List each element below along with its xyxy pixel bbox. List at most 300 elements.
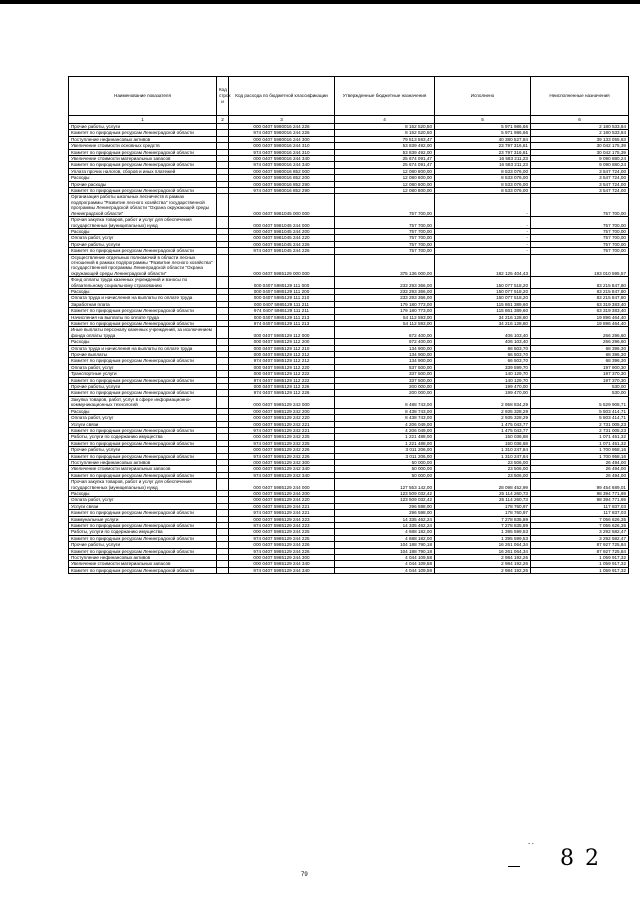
row-executed-cell: - [435, 194, 531, 217]
row-approved-cell: 25 674 091,47 [335, 162, 435, 168]
row-unexecuted-cell: 98 394 771,69 [531, 490, 629, 496]
table-row [69, 217, 629, 229]
row-executed-cell: 5 971 986,66 [435, 130, 531, 136]
row-budget-code-cell: 000 0407 5985129 244 221 [229, 503, 335, 509]
row-executed-cell: 16 583 211,23 [435, 162, 531, 168]
column-number: 5 [435, 116, 531, 124]
row-approved-cell: 4 206 049,00 [335, 427, 435, 433]
margin-dash [508, 866, 520, 867]
row-executed-cell: 182 125 404,43 [435, 254, 531, 277]
row-approved-cell: 1 221 488,00 [335, 440, 435, 446]
row-budget-code-cell: 000 0407 5985129 242 220 [229, 415, 335, 421]
row-name-cell: Прочие работы, услуги [69, 384, 217, 390]
row-unexecuted-cell: 39 133 055,63 [531, 136, 629, 142]
row-name-cell: Оплата работ, услуг [69, 364, 217, 370]
row-executed-cell: 150 036,68 [435, 434, 531, 440]
row-name-cell: Прочие работы, услуги [69, 241, 217, 247]
row-executed-cell: 1 310 247,84 [435, 453, 531, 459]
table-body [69, 124, 629, 574]
row-executed-cell: 7 278 835,89 [435, 516, 531, 522]
row-name-cell: Оплата работ, услуг [69, 497, 217, 503]
row-budget-code-cell: 000 0407 5980016 244 340 [229, 156, 335, 162]
row-unexecuted-cell: 7 056 626,35 [531, 516, 629, 522]
row-name-cell: Прочие работы, услуги [69, 447, 217, 453]
row-approved-cell: 337 500,00 [335, 377, 435, 383]
row-executed-cell: 406 103,40 [435, 339, 531, 345]
row-unexecuted-cell: 3 547 724,00 [531, 188, 629, 194]
row-unexecuted-cell: 757 700,00 [531, 241, 629, 247]
row-executed-cell: 5 971 986,66 [435, 124, 531, 130]
budget-execution-table [68, 76, 629, 574]
row-executed-cell: 150 077 518,20 [435, 277, 531, 289]
table-row [69, 277, 629, 289]
row-budget-code-cell: 000 0407 5985129 242 221 [229, 421, 335, 427]
row-name-cell: Уплата прочих налогов, сборов и иных платежей [69, 168, 217, 174]
row-name-cell: Увеличение стоимости материальных запасов [69, 561, 217, 567]
row-executed-cell: 40 380 527,84 [435, 136, 531, 142]
row-executed-cell: - [435, 217, 531, 229]
row-unexecuted-cell: 26 494,00 [531, 459, 629, 465]
row-unexecuted-cell: 3 292 582,47 [531, 529, 629, 535]
column-number: 6 [531, 116, 629, 124]
row-unexecuted-cell: 63 319 383,40 [531, 301, 629, 307]
row-budget-code-cell: 974 0407 5985129 244 223 [229, 523, 335, 529]
row-approved-cell: 50 000,00 [335, 459, 435, 465]
row-budget-code-cell: 000 0407 5985129 111 213 [229, 314, 335, 320]
header-approved: Утвержденные бюджетные назначения [335, 77, 435, 116]
row-approved-cell: 757 700,00 [335, 235, 435, 241]
row-name-cell: Комитет по природным ресурсам Ленинградской области [69, 321, 217, 327]
row-name-cell: Комитет по природным ресурсам Ленинградской области [69, 188, 217, 194]
row-executed-cell: 25 114 260,73 [435, 490, 531, 496]
row-budget-code-cell: 000 0407 5985129 244 223 [229, 516, 335, 522]
row-unexecuted-cell: 9 090 880,24 [531, 162, 629, 168]
row-executed-cell: 2 984 192,26 [435, 555, 531, 561]
row-executed-cell: 8 533 076,00 [435, 168, 531, 174]
row-approved-cell: 296 598,00 [335, 510, 435, 516]
row-executed-cell: 339 599,70 [435, 364, 531, 370]
row-approved-cell: 337 500,00 [335, 371, 435, 377]
row-budget-code-cell: 974 0407 5980016 244 226 [229, 130, 335, 136]
row-name-cell: Комитет по природным ресурсам Ленинградской области [69, 427, 217, 433]
row-approved-cell: 25 674 091,47 [335, 156, 435, 162]
row-budget-code-cell: 000 0407 5980016 244 300 [229, 136, 335, 142]
row-unexecuted-cell: 530,00 [531, 384, 629, 390]
row-name-cell: Транспортные услуги [69, 371, 217, 377]
row-approved-cell: 4 044 109,58 [335, 561, 435, 567]
row-executed-cell: 199 470,00 [435, 390, 531, 396]
row-approved-cell: 179 180 773,00 [335, 301, 435, 307]
column-number: 2 [217, 116, 229, 124]
row-approved-cell: 179 180 773,00 [335, 308, 435, 314]
row-unexecuted-cell: 3 547 724,00 [531, 175, 629, 181]
row-unexecuted-cell: 757 700,00 [531, 248, 629, 254]
row-unexecuted-cell: 1 071 451,32 [531, 440, 629, 446]
row-name-cell: Организация работы школьных лесничеств в рамках подпрограммы "Развитие лесного хозяйства" государственной программы Ленинградской области "Охрана окружающей среды Ленинградской области" [69, 194, 217, 217]
row-approved-cell: 672 400,00 [335, 327, 435, 339]
row-unexecuted-cell: 757 700,00 [531, 235, 629, 241]
row-executed-cell: 1 475 043,77 [435, 427, 531, 433]
row-approved-cell: 672 400,00 [335, 339, 435, 345]
row-name-cell: Комитет по природным ресурсам Ленинградской области [69, 523, 217, 529]
row-name-cell: Работы, услуги по содержанию имущества [69, 529, 217, 535]
row-unexecuted-cell: 193 010 595,57 [531, 254, 629, 277]
row-unexecuted-cell: 68 396,30 [531, 345, 629, 351]
row-name-cell: Прочая закупка товаров, работ и услуг для обеспечения государственных (муниципальных) нужд [69, 479, 217, 491]
row-approved-cell: 123 509 032,42 [335, 497, 435, 503]
row-approved-cell: 537 500,00 [335, 364, 435, 370]
row-unexecuted-cell: 266 296,60 [531, 327, 629, 339]
row-approved-cell: 757 700,00 [335, 241, 435, 247]
row-unexecuted-cell: 68 396,30 [531, 358, 629, 364]
row-budget-code-cell: 000 0407 5985129 244 200 [229, 490, 335, 496]
row-budget-code-cell: 974 0407 5985129 111 213 [229, 321, 335, 327]
row-unexecuted-cell: 197 900,30 [531, 364, 629, 370]
row-budget-code-cell: 974 0407 5980016 244 310 [229, 149, 335, 155]
row-budget-code-cell: 000 0407 5980016 244 310 [229, 143, 335, 149]
row-name-cell: Расходы [69, 175, 217, 181]
row-budget-code-cell: 974 0407 5985129 112 212 [229, 358, 335, 364]
row-unexecuted-cell: 2 731 005,23 [531, 427, 629, 433]
row-name-cell: Оплата труда и начисления на выплаты по оплате труда [69, 295, 217, 301]
row-executed-cell: 1 310 247,84 [435, 447, 531, 453]
row-name-cell: Комитет по природным ресурсам Ленинградской области [69, 358, 217, 364]
row-name-cell: Прочие выплаты [69, 352, 217, 358]
row-executed-cell: 1 475 043,77 [435, 421, 531, 427]
row-approved-cell: 8 152 520,50 [335, 124, 435, 130]
row-name-cell: Оплата работ, услуг [69, 415, 217, 421]
row-approved-cell: 104 188 790,18 [335, 548, 435, 554]
row-name-cell: Работы, услуги по содержанию имущества [69, 434, 217, 440]
row-name-cell: Комитет по природным ресурсам Ленинградской области [69, 548, 217, 554]
row-budget-code-cell: 000 0407 5985129 244 226 [229, 542, 335, 548]
row-approved-cell: 233 293 366,00 [335, 288, 435, 294]
row-unexecuted-cell: 5 503 414,71 [531, 415, 629, 421]
row-approved-cell: 14 335 462,24 [335, 523, 435, 529]
row-approved-cell: 757 700,00 [335, 228, 435, 234]
row-approved-cell: 757 700,00 [335, 194, 435, 217]
row-budget-code-cell: 974 0407 5985129 244 340 [229, 567, 335, 573]
table-row [69, 194, 629, 217]
row-unexecuted-cell: 99 454 689,01 [531, 479, 629, 491]
row-line-code-cell [217, 277, 229, 289]
row-executed-cell: 150 077 518,20 [435, 295, 531, 301]
row-approved-cell: 4 044 109,58 [335, 567, 435, 573]
row-executed-cell: 115 861 389,60 [435, 308, 531, 314]
row-unexecuted-cell: 197 370,30 [531, 377, 629, 383]
row-unexecuted-cell: 2 731 005,23 [531, 421, 629, 427]
row-approved-cell: 8 152 520,50 [335, 130, 435, 136]
row-budget-code-cell: 974 0407 5980016 852 290 [229, 188, 335, 194]
row-executed-cell: 178 760,97 [435, 510, 531, 516]
row-name-cell: Комитет по природным ресурсам Ленинградской области [69, 440, 217, 446]
row-line-code-cell [217, 327, 229, 339]
row-unexecuted-cell: 19 896 464,40 [531, 321, 629, 327]
row-unexecuted-cell: 197 370,30 [531, 371, 629, 377]
row-approved-cell: 12 080 800,00 [335, 175, 435, 181]
row-approved-cell: 757 700,00 [335, 248, 435, 254]
row-unexecuted-cell: 83 215 847,80 [531, 277, 629, 289]
row-executed-cell: 23 797 316,61 [435, 143, 531, 149]
row-approved-cell: 53 839 492,00 [335, 143, 435, 149]
row-unexecuted-cell: 30 042 175,39 [531, 143, 629, 149]
row-name-cell: Расходы [69, 408, 217, 414]
row-unexecuted-cell: 3 547 724,00 [531, 168, 629, 174]
row-name-cell: Закупка товаров, работ, услуг в сфере информационно-коммуникационных технологий [69, 396, 217, 408]
table-row [69, 396, 629, 408]
row-approved-cell: 50 000,00 [335, 472, 435, 478]
row-approved-cell: 375 136 000,00 [335, 254, 435, 277]
row-budget-code-cell: 000 0407 5981045 244 226 [229, 241, 335, 247]
row-executed-cell: - [435, 248, 531, 254]
row-budget-code-cell: 000 0407 5985129 242 226 [229, 447, 335, 453]
row-executed-cell: 23 506,00 [435, 472, 531, 478]
row-name-cell: Расходы [69, 228, 217, 234]
row-name-cell: Комитет по природным ресурсам Ленинградской области [69, 149, 217, 155]
row-name-cell: Комитет по природным ресурсам Ленинградской области [69, 390, 217, 396]
row-unexecuted-cell: 5 503 414,71 [531, 408, 629, 414]
row-budget-code-cell: 000 0407 5980016 244 226 [229, 124, 335, 130]
row-name-cell: Фонд оплаты труда казенных учреждений и взносы по обязательному социальному страхованию [69, 277, 217, 289]
row-budget-code-cell: 974 0407 5985129 244 226 [229, 548, 335, 554]
row-approved-cell: 127 553 142,00 [335, 479, 435, 491]
row-budget-code-cell: 000 0407 5985129 244 340 [229, 561, 335, 567]
row-budget-code-cell: 974 0407 5985129 244 221 [229, 510, 335, 516]
row-name-cell: Комитет по природным ресурсам Ленинградской области [69, 510, 217, 516]
row-approved-cell: 134 900,00 [335, 352, 435, 358]
row-approved-cell: 233 293 366,00 [335, 277, 435, 289]
row-approved-cell: 12 080 800,00 [335, 181, 435, 187]
row-approved-cell: 12 080 800,00 [335, 188, 435, 194]
row-executed-cell: 150 036,68 [435, 440, 531, 446]
header-unexecuted: Неисполненные назначения [531, 77, 629, 116]
row-executed-cell: 8 533 076,00 [435, 181, 531, 187]
row-executed-cell: 1 395 599,53 [435, 529, 531, 535]
row-approved-cell: 134 900,00 [335, 345, 435, 351]
row-line-code-cell [217, 194, 229, 217]
row-executed-cell: 2 958 834,29 [435, 396, 531, 408]
row-approved-cell: 54 112 593,00 [335, 314, 435, 320]
row-executed-cell: 2 935 328,29 [435, 415, 531, 421]
row-unexecuted-cell: 530,00 [531, 390, 629, 396]
row-budget-code-cell: 974 0407 5985129 111 211 [229, 308, 335, 314]
header-executed: Исполнено [435, 77, 531, 116]
row-budget-code-cell: 000 0407 5985129 112 220 [229, 364, 335, 370]
row-unexecuted-cell: 19 896 464,40 [531, 314, 629, 320]
row-name-cell: Комитет по природным ресурсам Ленинградской области [69, 535, 217, 541]
row-executed-cell: 23 797 316,61 [435, 149, 531, 155]
row-line-code-cell [217, 396, 229, 408]
table-header-row [69, 77, 629, 116]
row-approved-cell: 8 438 743,00 [335, 415, 435, 421]
row-budget-code-cell: 974 0407 5981045 244 226 [229, 248, 335, 254]
column-number: 1 [69, 116, 217, 124]
row-approved-cell: 4 688 182,00 [335, 535, 435, 541]
row-approved-cell: 12 080 800,00 [335, 168, 435, 174]
row-unexecuted-cell: 757 700,00 [531, 194, 629, 217]
row-budget-code-cell: 974 0407 5985129 242 221 [229, 427, 335, 433]
row-executed-cell: 115 861 389,60 [435, 301, 531, 307]
column-number: 4 [335, 116, 435, 124]
row-unexecuted-cell: 68 396,30 [531, 352, 629, 358]
row-executed-cell: 28 098 452,99 [435, 479, 531, 491]
row-name-cell: Расходы [69, 490, 217, 496]
row-name-cell: Поступление нефинансовых активов [69, 459, 217, 465]
page-number: 79 [301, 872, 308, 878]
row-budget-code-cell: 000 0407 5980016 852 000 [229, 168, 335, 174]
row-budget-code-cell: 000 0407 5985129 244 220 [229, 497, 335, 503]
row-unexecuted-cell: 87 927 725,84 [531, 542, 629, 548]
row-budget-code-cell: 000 0407 5985129 244 000 [229, 479, 335, 491]
row-name-cell: Комитет по природным ресурсам Ленинградской области [69, 472, 217, 478]
column-number: 3 [229, 116, 335, 124]
row-name-cell: Осуществление отдельных полномочий в области лесных отношений в рамках подпрограммы "Развитие лесного хозяйства" государственной программы Ленинградской области "Охрана окружающей среды Ленинградской области" [69, 254, 217, 277]
row-name-cell: Услуги связи [69, 421, 217, 427]
row-unexecuted-cell: 26 494,00 [531, 466, 629, 472]
row-name-cell: Комитет по природным ресурсам Ленинградской области [69, 130, 217, 136]
row-line-code-cell [217, 567, 229, 573]
table-row [69, 327, 629, 339]
row-budget-code-cell: 974 0407 5985129 112 226 [229, 390, 335, 396]
row-line-code-cell [217, 254, 229, 277]
row-unexecuted-cell: 83 215 847,80 [531, 288, 629, 294]
margin-mark: - - [528, 841, 534, 847]
row-budget-code-cell: 000 0407 5981045 244 200 [229, 228, 335, 234]
row-name-cell: Комитет по природным ресурсам Ленинградской области [69, 453, 217, 459]
row-executed-cell: 150 077 518,20 [435, 288, 531, 294]
row-budget-code-cell: 974 0407 5985129 242 340 [229, 472, 335, 478]
row-budget-code-cell: 000 0407 5985129 242 340 [229, 466, 335, 472]
row-budget-code-cell: 000 0407 5985129 112 212 [229, 352, 335, 358]
row-name-cell: Расходы [69, 339, 217, 345]
row-executed-cell: 66 503,70 [435, 358, 531, 364]
row-approved-cell: 104 188 790,18 [335, 542, 435, 548]
row-name-cell: Прочие работы, услуги [69, 542, 217, 548]
row-executed-cell: 16 583 211,23 [435, 156, 531, 162]
row-approved-cell: 4 206 049,00 [335, 421, 435, 427]
table-row [69, 254, 629, 277]
row-budget-code-cell: 974 0407 5980016 244 340 [229, 162, 335, 168]
row-approved-cell: 3 011 206,00 [335, 447, 435, 453]
row-budget-code-cell: 000 0407 5980016 852 200 [229, 175, 335, 181]
row-unexecuted-cell: 1 700 958,16 [531, 453, 629, 459]
row-budget-code-cell: 000 0407 5981045 244 000 [229, 217, 335, 229]
row-executed-cell: 34 216 128,60 [435, 314, 531, 320]
row-executed-cell: 66 503,70 [435, 352, 531, 358]
row-executed-cell: 140 129,70 [435, 377, 531, 383]
row-name-cell: Поступление нефинансовых активов [69, 555, 217, 561]
table-row [69, 567, 629, 573]
row-approved-cell: 3 011 206,00 [335, 453, 435, 459]
row-name-cell: Начисления на выплаты по оплате труда [69, 314, 217, 320]
row-name-cell: Увеличение стоимости материальных запасов [69, 156, 217, 162]
row-name-cell: Поступление нефинансовых активов [69, 136, 217, 142]
row-name-cell: Комитет по природным ресурсам Ленинградской области [69, 377, 217, 383]
row-unexecuted-cell: 2 180 533,84 [531, 124, 629, 130]
row-approved-cell: 123 509 032,42 [335, 490, 435, 496]
row-executed-cell: 25 114 260,73 [435, 497, 531, 503]
top-rule [88, 3, 640, 4]
row-budget-code-cell: 000 0407 5985129 000 000 [229, 254, 335, 277]
row-name-cell: Расходы [69, 288, 217, 294]
row-budget-code-cell: 000 0407 5985129 112 200 [229, 339, 335, 345]
row-approved-cell: 8 438 743,00 [335, 408, 435, 414]
row-unexecuted-cell: 3 292 582,47 [531, 535, 629, 541]
row-name-cell: Прочие работы, услуги [69, 124, 217, 130]
row-name-cell: Комитет по природным ресурсам Ленинградской области [69, 248, 217, 254]
row-executed-cell: 2 984 192,26 [435, 567, 531, 573]
row-executed-cell: 199 470,00 [435, 384, 531, 390]
row-name-cell: Коммунальные услуги [69, 516, 217, 522]
row-approved-cell: 50 000,00 [335, 466, 435, 472]
row-executed-cell: 34 216 128,60 [435, 321, 531, 327]
row-unexecuted-cell: 1 071 451,32 [531, 434, 629, 440]
row-unexecuted-cell: 83 215 847,80 [531, 295, 629, 301]
row-executed-cell: 178 760,97 [435, 503, 531, 509]
row-executed-cell: 140 129,70 [435, 371, 531, 377]
row-budget-code-cell: 000 0407 5985129 242 225 [229, 434, 335, 440]
row-executed-cell: 16 261 064,34 [435, 542, 531, 548]
row-budget-code-cell: 000 0407 5985129 111 210 [229, 295, 335, 301]
row-approved-cell: 4 688 182,00 [335, 529, 435, 535]
row-approved-cell: 79 513 583,47 [335, 136, 435, 142]
row-unexecuted-cell: 117 837,03 [531, 510, 629, 516]
row-line-code-cell [217, 479, 229, 491]
row-executed-cell: 16 261 064,34 [435, 548, 531, 554]
row-executed-cell: - [435, 235, 531, 241]
row-budget-code-cell: 000 0407 5980016 852 290 [229, 181, 335, 187]
row-unexecuted-cell: 26 494,00 [531, 472, 629, 478]
row-name-cell: Увеличение стоимости основных средств [69, 143, 217, 149]
row-approved-cell: 233 293 366,00 [335, 295, 435, 301]
table-row [69, 479, 629, 491]
row-name-cell: Комитет по природным ресурсам Ленинградской области [69, 162, 217, 168]
row-name-cell: Прочие расходы [69, 181, 217, 187]
row-budget-code-cell: 974 0407 5985129 112 222 [229, 377, 335, 383]
header-budget-code: Код расхода по бюджетной классификации [229, 77, 335, 116]
row-unexecuted-cell: 1 059 917,32 [531, 555, 629, 561]
row-approved-cell: 54 112 593,00 [335, 321, 435, 327]
row-name-cell: Комитет по природным ресурсам Ленинградской области [69, 308, 217, 314]
row-executed-cell: 23 506,00 [435, 459, 531, 465]
row-unexecuted-cell: 1 700 958,16 [531, 447, 629, 453]
row-budget-code-cell: 000 0407 5985129 112 226 [229, 384, 335, 390]
row-name-cell: Иные выплаты персоналу казенных учреждений, за исключением фонда оплаты труда [69, 327, 217, 339]
row-budget-code-cell: 000 0407 5985129 242 000 [229, 396, 335, 408]
row-unexecuted-cell: 266 296,60 [531, 339, 629, 345]
row-unexecuted-cell: 757 700,00 [531, 217, 629, 229]
row-executed-cell: 1 395 599,53 [435, 535, 531, 541]
row-executed-cell: 8 533 076,00 [435, 188, 531, 194]
row-unexecuted-cell: 1 059 917,32 [531, 567, 629, 573]
row-budget-code-cell: 974 0407 5985129 244 225 [229, 535, 335, 541]
row-budget-code-cell: 000 0407 5985129 244 225 [229, 529, 335, 535]
row-name-cell: Прочая закупка товаров, работ и услуг для обеспечения государственных (муниципальных) нужд [69, 217, 217, 229]
row-unexecuted-cell: 98 394 771,69 [531, 497, 629, 503]
row-executed-cell: 8 533 076,00 [435, 175, 531, 181]
row-budget-code-cell: 000 0407 5985129 242 200 [229, 408, 335, 414]
row-unexecuted-cell: 87 927 725,84 [531, 548, 629, 554]
row-unexecuted-cell: 1 059 917,32 [531, 561, 629, 567]
row-budget-code-cell: 000 0407 5985129 242 300 [229, 459, 335, 465]
row-line-code-cell [217, 217, 229, 229]
row-budget-code-cell: 000 0407 5981045 000 000 [229, 194, 335, 217]
row-name-cell: Услуги связи [69, 503, 217, 509]
row-budget-code-cell: 000 0407 5985129 111 211 [229, 301, 335, 307]
row-approved-cell: 134 900,00 [335, 358, 435, 364]
row-approved-cell: 4 044 109,58 [335, 555, 435, 561]
row-unexecuted-cell: 117 837,03 [531, 503, 629, 509]
